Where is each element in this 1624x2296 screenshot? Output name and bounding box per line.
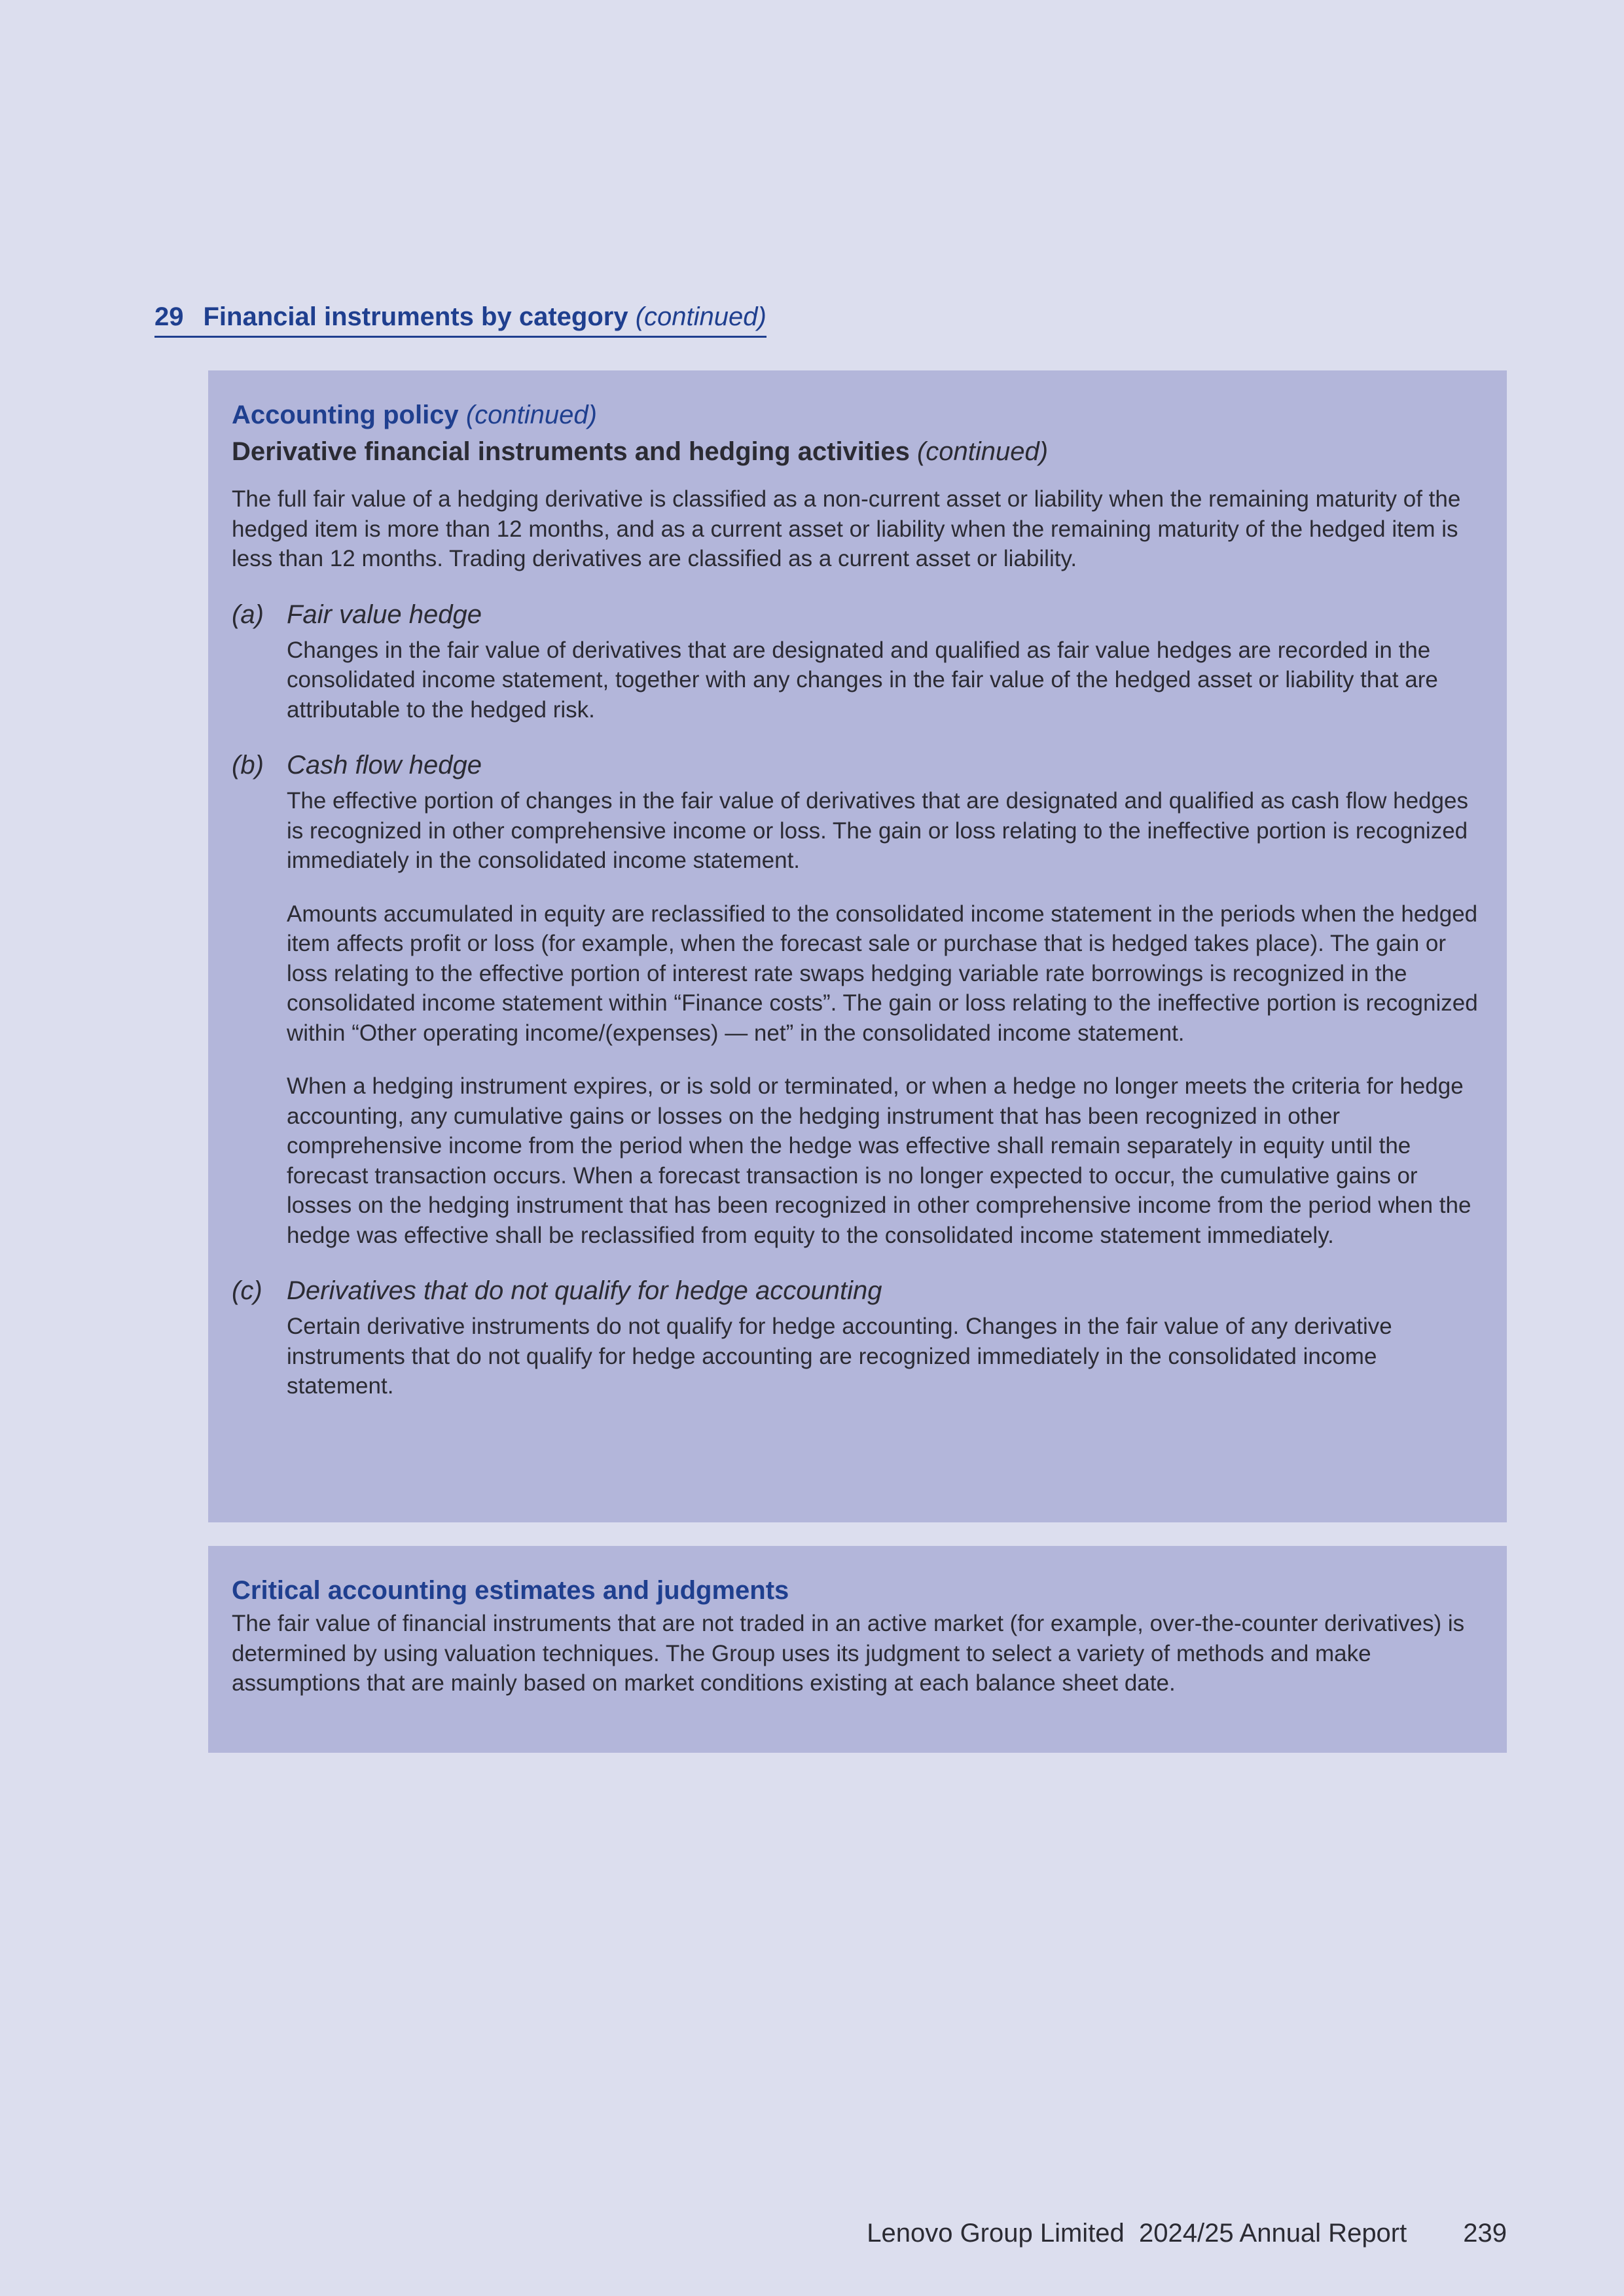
item-paragraph: Amounts accumulated in equity are reclassified to the consolidated income statement in the periods when the hedged item affects profit or loss (for example, when the forecast sale or purchase that is hedged takes place). The gain or loss relating to the effective portion of interest rate swaps hedging variable rate borrowings is recognized in the consolidated income statement within “Finance costs”. The gain or loss relating to the ineffective portion is recognized within “Other operating income/(expenses) — net” in the consolidated income statement. (287, 901, 1478, 1046)
page-number: 239 (1463, 2219, 1507, 2248)
footer-text: Lenovo Group Limited 2024/25 Annual Report (867, 2219, 1407, 2248)
accounting-policy-title (232, 397, 1483, 433)
item-title: Fair value hedge (287, 600, 482, 629)
section-number: 29 (154, 302, 184, 331)
section-heading (154, 302, 767, 338)
page-footer (0, 2219, 1507, 2248)
accounting-policy-box (208, 370, 1507, 1522)
derivatives-subtitle-text: Derivative financial instruments and hedging activities (232, 437, 910, 466)
item-fair-value-hedge (232, 598, 1483, 725)
item-non-qualifying-derivatives (232, 1274, 1483, 1401)
intro-paragraph: The full fair value of a hedging derivative is classified as a non-current asset or liability when the remaining maturity of the hedged item is more than 12 months, and as a current asset or liability when the remaining maturity of the hedged item is less than 12 months. Trading derivatives are classified as a current asset or liability. (232, 486, 1461, 571)
item-paragraph: Changes in the fair value of derivatives that are designated and qualified as fair value hedges are recorded in the consolidated income statement, together with any changes in the fair value of the hedged asset or liability that are attributable to the hedged risk. (287, 637, 1438, 723)
critical-estimates-box (208, 1546, 1507, 1753)
item-paragraph: Certain derivative instruments do not qualify for hedge accounting. Changes in the fair value of any derivative instruments that do not qualify for hedge accounting are recognized immediately in the consolidated income statement. (287, 1314, 1392, 1399)
derivatives-subtitle (232, 433, 1483, 470)
item-paragraph: The effective portion of changes in the fair value of derivatives that are designated and qualified as cash flow hedges is recognized in other comprehensive income or loss. The gain or loss relating to the ineffective portion is recognized immediately in the consolidated income statement. (287, 788, 1468, 873)
derivatives-subtitle-continued: (continued) (916, 437, 1049, 466)
item-label: (b) (232, 751, 264, 780)
accounting-policy-title-continued: (continued) (465, 401, 597, 429)
critical-estimates-text: The fair value of financial instruments that are not traded in an active market (for example, over-the-counter derivatives) is determined by using valuation techniques. The Group uses its judgment to select a variety of methods and make assumptions that are mainly based on market conditions existing at each balance sheet date. (232, 1611, 1465, 1696)
item-title: Cash flow hedge (287, 751, 482, 780)
section-title: Financial instruments by category (203, 302, 628, 331)
critical-estimates-title: Critical accounting estimates and judgments (232, 1576, 789, 1605)
item-paragraph: When a hedging instrument expires, or is sold or terminated, or when a hedge no longer meets the criteria for hedge accounting, any cumulative gains or losses on the hedging instrument that has been recognized in other comprehensive income from the period when the hedge was effective shall remain separately in equity until the forecast transaction occurs. When a forecast transaction is no longer expected to occur, the cumulative gains or losses on the hedging instrument that has been recognized in other comprehensive income from the period when the hedge was effective shall be reclassified from equity to the consolidated income statement immediately. (287, 1073, 1471, 1248)
section-continued: (continued) (635, 302, 767, 331)
item-label: (c) (232, 1276, 262, 1305)
item-cash-flow-hedge (232, 748, 1483, 1250)
item-title: Derivatives that do not qualify for hedge accounting (287, 1276, 882, 1305)
accounting-policy-title-text: Accounting policy (232, 401, 459, 429)
item-label: (a) (232, 600, 264, 629)
